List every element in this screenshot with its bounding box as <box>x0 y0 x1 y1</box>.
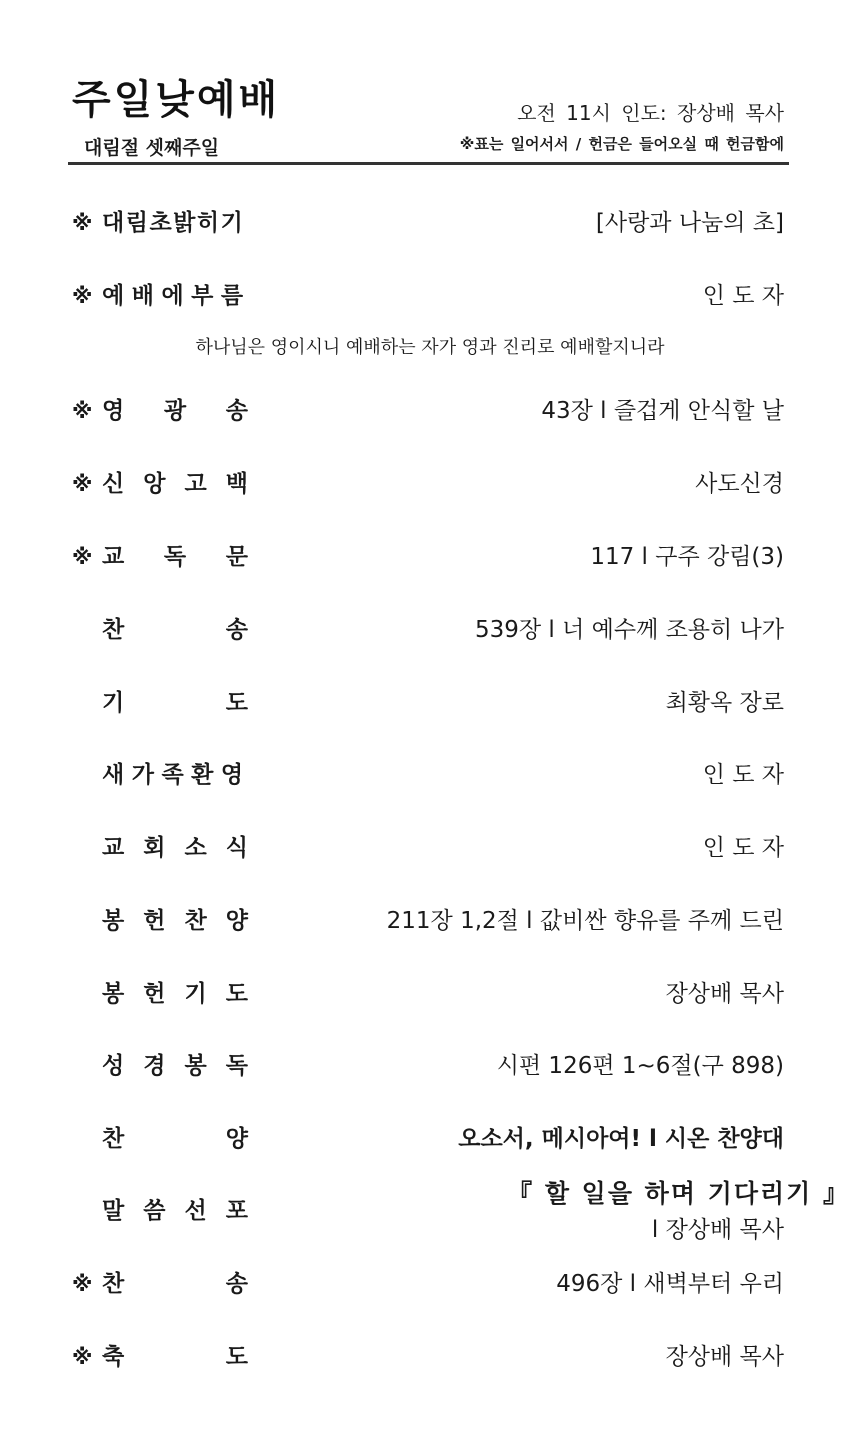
order-item-value: 496장 l 새벽부터 우리 <box>556 1271 784 1297</box>
order-item-label <box>102 464 248 504</box>
order-item <box>72 901 784 941</box>
label-char: 봉 <box>184 1053 207 1079</box>
order-item-value: 인 도 자 <box>702 835 784 861</box>
order-item-label <box>102 537 248 577</box>
order-item-value: 인 도 자 <box>702 762 784 788</box>
order-item-value: 시편 126편 1~6절(구 898) <box>496 1053 784 1079</box>
order-item-value: 211장 1,2절 l 값비싼 향유를 주께 드린 <box>386 908 784 934</box>
order-item <box>72 1264 784 1304</box>
order-item-label <box>102 755 248 795</box>
order-item-value: 최황옥 장로 <box>665 690 784 716</box>
order-item <box>72 755 784 795</box>
label-char: 대 <box>102 210 125 236</box>
standing-mark: ※ <box>72 472 93 496</box>
order-item-label <box>102 1191 248 1231</box>
order-item-label <box>102 974 248 1014</box>
label-char: 문 <box>225 544 248 570</box>
label-char: 씀 <box>143 1198 166 1224</box>
order-item-label <box>102 1046 248 1086</box>
worship-title: 주일낮예배 <box>72 77 281 123</box>
label-char: 송 <box>225 617 248 643</box>
standing-mark: ※ <box>72 1272 93 1296</box>
order-item-label <box>102 1264 248 1304</box>
order-item <box>72 1046 784 1086</box>
order-item <box>72 391 784 431</box>
order-item-label <box>102 610 248 650</box>
label-char: 축 <box>102 1344 125 1370</box>
order-item-label <box>102 683 248 723</box>
label-char: 기 <box>102 690 125 716</box>
call-to-worship-verse: 하나님은 영이시니 예배하는 자가 영과 진리로 예배할지니라 <box>195 337 665 358</box>
standing-notice: ※표는 일어서서 / 헌금은 들어오실 때 헌금함에 <box>459 135 784 153</box>
label-char: 독 <box>163 544 187 570</box>
label-char: 찬 <box>102 1271 125 1297</box>
label-char: 밝 <box>173 210 196 236</box>
order-item-value: [사랑과 나눔의 초] <box>595 210 784 236</box>
label-char: 말 <box>102 1198 125 1224</box>
label-char: 고 <box>184 471 207 497</box>
label-char: 찬 <box>102 617 125 643</box>
order-item <box>72 276 784 316</box>
label-char: 찬 <box>102 1126 125 1152</box>
label-char: 초 <box>149 210 173 236</box>
label-char: 선 <box>184 1198 207 1224</box>
order-item-value: 오소서, 메시아여! l 시온 찬양대 <box>458 1126 784 1152</box>
worship-subtitle: 대림절 셋째주일 <box>84 137 220 159</box>
label-char: 광 <box>163 398 187 424</box>
order-item-value: 인 도 자 <box>702 283 784 309</box>
standing-mark: ※ <box>72 545 93 569</box>
label-char: 헌 <box>143 981 166 1007</box>
order-item <box>72 828 784 868</box>
order-item-value: 장상배 목사 <box>665 981 784 1007</box>
label-char: 에 <box>161 283 185 309</box>
label-char: 경 <box>143 1053 166 1079</box>
label-char: 영 <box>220 762 244 788</box>
order-item-label <box>102 276 248 316</box>
label-char: 식 <box>225 835 248 861</box>
sermon-preacher: l 장상배 목사 <box>651 1217 784 1243</box>
order-item-label <box>102 828 248 868</box>
label-char: 배 <box>131 283 155 309</box>
label-char: 부 <box>191 283 214 309</box>
label-char: 교 <box>102 544 125 570</box>
order-item-label <box>102 1337 248 1377</box>
label-char: 가 <box>131 762 155 788</box>
label-char: 예 <box>102 283 125 309</box>
order-item <box>72 1119 784 1159</box>
sermon-title: 『 할 일을 하며 기다리기 』 <box>507 1179 850 1208</box>
label-char: 기 <box>184 981 207 1007</box>
order-item <box>72 1337 784 1377</box>
standing-mark: ※ <box>72 284 93 308</box>
label-char: 도 <box>225 981 248 1007</box>
label-char: 독 <box>225 1053 248 1079</box>
label-char: 영 <box>102 398 125 424</box>
service-time-leader: 오전 11시 인도: 장상배 목사 <box>517 101 784 125</box>
order-item <box>72 203 784 243</box>
label-char: 림 <box>125 210 149 236</box>
order-item-value: 장상배 목사 <box>665 1344 784 1370</box>
order-item-label <box>102 203 248 243</box>
label-char: 양 <box>225 1126 248 1152</box>
label-char: 환 <box>191 762 214 788</box>
standing-mark: ※ <box>72 399 93 423</box>
label-char: 도 <box>225 1344 248 1370</box>
order-item-value: 사도신경 <box>695 471 784 497</box>
standing-mark: ※ <box>72 1345 93 1369</box>
order-item-label <box>102 901 248 941</box>
order-item-label <box>102 391 248 431</box>
order-item-value: 43장 l 즐겁게 안식할 날 <box>541 398 784 424</box>
order-item <box>72 683 784 723</box>
label-char: 백 <box>225 471 248 497</box>
order-item <box>72 610 784 650</box>
label-char: 봉 <box>102 981 125 1007</box>
label-char: 찬 <box>184 908 207 934</box>
label-char: 송 <box>225 398 248 424</box>
label-char: 성 <box>102 1053 125 1079</box>
label-char: 봉 <box>102 908 125 934</box>
label-char: 회 <box>143 835 166 861</box>
label-char: 교 <box>102 835 125 861</box>
standing-mark: ※ <box>72 211 93 235</box>
header-divider <box>68 162 789 165</box>
order-item <box>72 464 784 504</box>
label-char: 기 <box>220 210 244 236</box>
order-item <box>72 974 784 1014</box>
label-char: 도 <box>225 690 248 716</box>
label-char: 족 <box>161 762 185 788</box>
order-item <box>72 537 784 577</box>
label-char: 양 <box>225 908 248 934</box>
label-char: 소 <box>184 835 207 861</box>
label-char: 신 <box>102 471 125 497</box>
label-char: 히 <box>196 210 220 236</box>
label-char: 름 <box>220 283 244 309</box>
order-item-value: 117 l 구주 강림(3) <box>590 544 784 570</box>
order-item-label <box>102 1119 248 1159</box>
label-char: 포 <box>225 1198 248 1224</box>
label-char: 송 <box>225 1271 248 1297</box>
label-char: 새 <box>102 762 125 788</box>
label-char: 헌 <box>143 908 166 934</box>
label-char: 앙 <box>143 471 166 497</box>
order-item-value: 539장 l 너 예수께 조용히 나가 <box>474 617 784 643</box>
